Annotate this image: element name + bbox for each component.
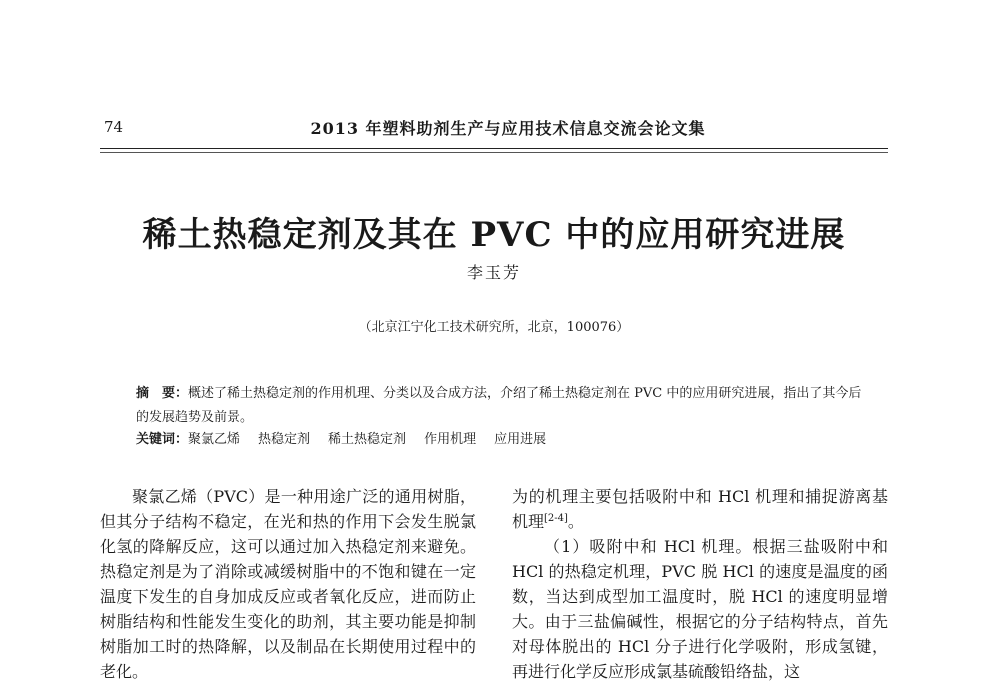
keyword: 应用进展 bbox=[494, 432, 547, 447]
body-paragraph-continued bbox=[512, 484, 888, 534]
body-column-left bbox=[100, 484, 476, 684]
page-number: 74 bbox=[104, 118, 124, 136]
body-paragraph: 聚氯乙烯（PVC）是一种用途广泛的通用树脂，但其分子结构不稳定，在光和热的作用下会发生脱氯化氢的降解反应，这可以通过加入热稳定剂来避免。热稳定剂是为了消除或减缓树脂中的不饱和键在一定温度下发生的自身加成反应或者氧化反应，进而防止树脂结构和性能发生变化的助剂，其主要功能是抑制树脂加工时的热降解，以及制品在长期使用过程中的老化。 bbox=[100, 487, 476, 681]
keywords-label: 关键词： bbox=[136, 432, 189, 447]
keyword: 稀土热稳定剂 bbox=[328, 432, 407, 447]
body-paragraph: （1）吸附中和 HCl 机理。根据三盐吸附中和 HCl 的热稳定机理，PVC 脱 HCl 的速度是温度的函数，当达到成型加工温度时，脱 HCl 的速度明显增大。由于三盐偏碱性，根据它的分子结构特点，首先对母体脱出的 HCl 分子进行化学吸附，形成氢键，再进行化学反应形成氯基硫酸铅络盐，这 bbox=[512, 537, 888, 681]
body-column-right bbox=[512, 484, 888, 684]
paper-title: 稀土热稳定剂及其在 PVC 中的应用研究进展 bbox=[142, 214, 846, 255]
paragraph-end: 。 bbox=[567, 512, 584, 531]
abstract-label: 摘 要： bbox=[136, 386, 189, 401]
abstract bbox=[136, 382, 866, 430]
header-rule-thin bbox=[100, 152, 888, 153]
keywords bbox=[136, 430, 866, 450]
citation: [2-4] bbox=[544, 513, 568, 524]
author: 李玉芳 bbox=[466, 263, 521, 282]
affiliation: （北京江宁化工技术研究所，北京，100076） bbox=[358, 320, 630, 335]
header-rule bbox=[100, 148, 888, 149]
keyword: 热稳定剂 bbox=[258, 432, 311, 447]
keyword: 作用机理 bbox=[424, 432, 477, 447]
keyword: 聚氯乙烯 bbox=[188, 432, 241, 447]
running-header: 2013 年塑料助剂生产与应用技术信息交流会论文集 bbox=[310, 119, 706, 138]
abstract-text: 概述了稀土热稳定剂的作用机理、分类以及合成方法，介绍了稀土热稳定剂在 PVC 中的应用研究进展，指出了其今后的发展趋势及前景。 bbox=[136, 386, 862, 425]
paragraph-text: 为的机理主要包括吸附中和 HCl 机理和捕捉游离基机理 bbox=[512, 487, 888, 531]
